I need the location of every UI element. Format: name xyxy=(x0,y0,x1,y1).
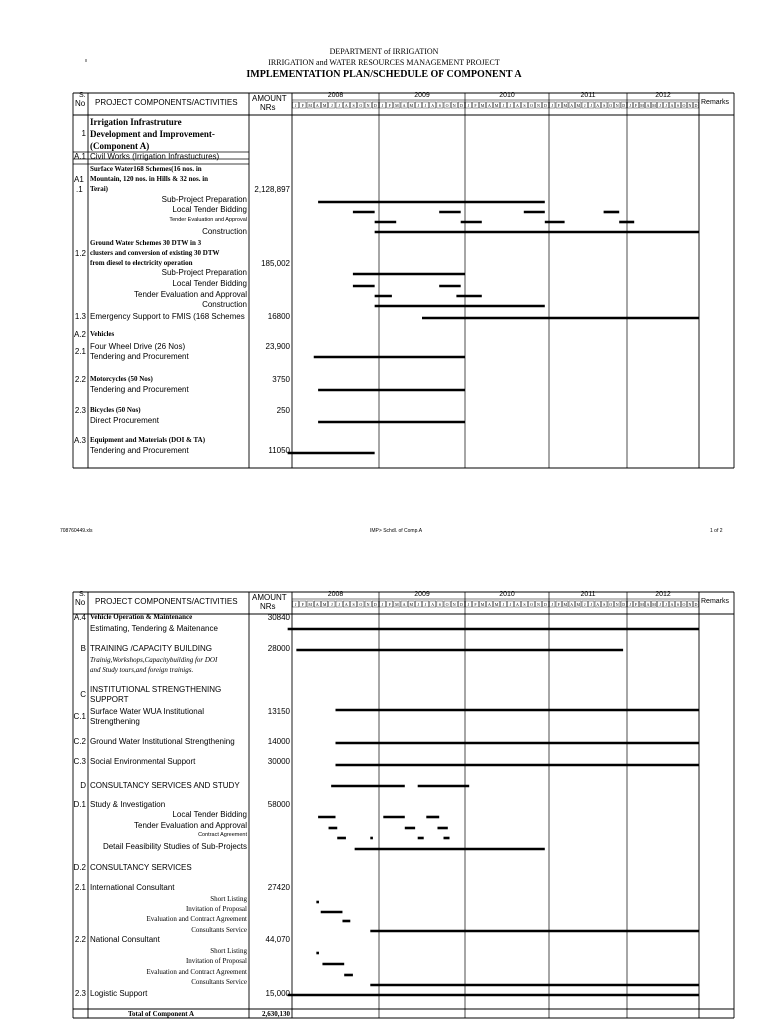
p1-month-label: A xyxy=(488,103,491,108)
p2-activity-text: Strengthening xyxy=(90,717,140,726)
p2-activity-text: Study & Investigation xyxy=(90,800,166,809)
p1-activity-text: Sub-Project Preparation xyxy=(161,268,247,277)
p1-month-label: J xyxy=(417,103,420,108)
p1-nrs-header: NRs xyxy=(260,103,276,112)
p2-month-label: A xyxy=(431,602,435,607)
p2-row-number: B xyxy=(80,644,86,653)
p1-month-label: M xyxy=(480,103,485,108)
p1-row-number: A.2 xyxy=(73,330,86,339)
p2-activity-text: SUPPORT xyxy=(90,695,129,704)
p2-month-label: A xyxy=(596,602,600,607)
p2-month-label: D xyxy=(459,602,463,607)
p2-activity-text: Invitation of Proposal xyxy=(185,905,247,913)
p1-month-label: M xyxy=(395,103,399,108)
p2-month-label: S xyxy=(676,602,680,607)
p1-month-label: J xyxy=(659,103,661,108)
p1-activity-text: Ground Water Schemes 30 DTW in 3 xyxy=(90,239,202,247)
p1-row-number: 2.2 xyxy=(74,375,86,384)
p2-row-number: C.2 xyxy=(73,737,86,746)
footer-sheetname: IMP> Schdl. of Comp.A xyxy=(370,528,423,534)
p1-sno-header: S. xyxy=(79,92,86,99)
p1-month-label: J xyxy=(424,103,427,108)
p1-activity-text: from diesel to electricity operation xyxy=(90,259,193,267)
p2-activity-text: Ground Water Institutional Strengthening xyxy=(90,737,235,746)
p1-month-label: M xyxy=(409,103,414,108)
p1-row-number: 1.3 xyxy=(74,312,86,321)
p1-month-label: J xyxy=(629,103,631,108)
p1-activity-text: Tender Evaluation and Approval xyxy=(169,217,247,223)
p2-month-label: O xyxy=(530,602,533,607)
p1-year-2009: 2009 xyxy=(414,92,430,99)
p2-activity-text: Invitation of Proposal xyxy=(185,957,247,965)
p2-activity-text: Trainig,Workshops,Capacitybuilding for DOI xyxy=(90,656,218,664)
p2-month-label: J xyxy=(338,602,340,607)
total-label: Total of Component A xyxy=(128,1010,195,1018)
p2-year-2009: 2009 xyxy=(414,591,430,598)
p1-activity-text: Civil Works (Irrigation Infrastuctures) xyxy=(90,152,220,161)
p1-month-label: D xyxy=(622,103,626,108)
p1-month-label: S xyxy=(438,103,442,108)
p1-amount-cell: 185,002 xyxy=(261,259,290,268)
project-heading: IRRIGATION and WATER RESOURCES MANAGEMENT PROJECT xyxy=(268,58,500,67)
p1-activity-text: Local Tender Bidding xyxy=(172,279,247,288)
p1-activity-text: Tendering and Procurement xyxy=(90,352,189,361)
p1-month-label: D xyxy=(373,103,377,108)
p2-activity-text: Consultants Service xyxy=(191,978,247,986)
p2-components-header: PROJECT COMPONENTS/ACTIVITIES xyxy=(95,597,238,606)
p2-row-number: A.4 xyxy=(73,613,86,622)
p2-activity-text: National Consultant xyxy=(90,935,160,944)
p2-month-label: O xyxy=(445,602,449,607)
p1-month-label: F xyxy=(301,103,304,108)
p1-month-label: M xyxy=(563,103,568,108)
p1-month-label: O xyxy=(445,103,449,108)
p2-month-label: F xyxy=(301,602,304,607)
p2-activity-text: CONSULTANCY SERVICES xyxy=(90,863,192,872)
p1-month-label: F xyxy=(634,103,638,108)
p2-activity-text: Logistic Support xyxy=(90,989,148,998)
p2-activity-text: Short Listing xyxy=(210,895,247,903)
p2-month-label: N xyxy=(452,602,456,607)
p2-month-label: M xyxy=(563,602,568,607)
p2-amount-cell: 30000 xyxy=(267,757,290,766)
p2-month-label: J xyxy=(467,602,470,607)
p2-year-2010: 2010 xyxy=(499,591,515,598)
p1-month-label: S xyxy=(676,103,680,108)
p1-month-label: A xyxy=(646,103,650,108)
p1-month-label: O xyxy=(359,103,363,108)
p1-activity-text: Emergency Support to FMIS (168 Schemes xyxy=(90,312,245,321)
p1-month-label: J xyxy=(381,103,384,108)
p2-activity-text: Evaluation and Contract Agreement xyxy=(146,915,247,923)
p2-row-number: C xyxy=(80,690,86,699)
p1-month-label: M xyxy=(576,103,581,108)
p2-month-label: M xyxy=(322,602,327,607)
p1-activity-text: Bicycles (50 Nos) xyxy=(90,406,141,414)
p2-activity-text: Tender Evaluation and Approval xyxy=(134,821,247,830)
p2-activity-text: Evaluation and Contract Agreement xyxy=(146,968,247,976)
p2-amount-cell: 15,000 xyxy=(265,989,290,998)
p1-amount-cell: 250 xyxy=(276,406,290,415)
p2-amount-cell: 13150 xyxy=(267,707,290,716)
p1-month-label: M xyxy=(494,103,499,108)
p2-month-label: M xyxy=(308,602,312,607)
p1-activity-text: Construction xyxy=(202,300,247,309)
p1-amount-header: AMOUNT xyxy=(252,94,287,103)
p2-month-label: J xyxy=(583,602,586,607)
p2-month-label: F xyxy=(474,602,477,607)
p1-activity-text: clusters and conversion of existing 30 DTW xyxy=(90,249,220,257)
p2-month-label: D xyxy=(544,602,547,607)
p1-month-label: O xyxy=(682,103,686,108)
p2-amount-cell: 14000 xyxy=(267,737,290,746)
p1-month-label: A xyxy=(344,103,348,108)
p1-activity-text: Sub-Project Preparation xyxy=(161,195,247,204)
p2-month-label: M xyxy=(494,602,499,607)
p2-year-2012: 2012 xyxy=(655,591,671,598)
p2-month-label: A xyxy=(670,602,674,607)
p1-no-header: No xyxy=(75,99,86,108)
p1-month-label: J xyxy=(509,103,512,108)
p2-month-label: A xyxy=(402,602,406,607)
p1-activity-text: Development and Improvement- xyxy=(90,129,215,139)
p1-activity-text: Mountain, 120 nos. in Hills & 32 nos. in xyxy=(90,175,209,183)
p1-activity-text: Four Wheel Drive (26 Nos) xyxy=(90,342,186,351)
p2-row-number: C.3 xyxy=(73,757,86,766)
p2-month-label: J xyxy=(551,602,554,607)
p2-activity-text: TRAINING /CAPACITY BUILDING xyxy=(90,644,212,653)
p2-row-number: D xyxy=(80,781,86,790)
p1-row-number: 1.2 xyxy=(74,249,86,258)
p1-row-number: A.3 xyxy=(73,436,86,445)
p2-month-label: J xyxy=(509,602,512,607)
p1-month-label: A xyxy=(516,103,519,108)
p2-no-header: No xyxy=(75,598,86,607)
p2-month-label: O xyxy=(609,602,613,607)
p2-amount-header: AMOUNT xyxy=(252,593,287,602)
p2-amount-cell: 27420 xyxy=(267,883,290,892)
p1-activity-text: Surface Water168 Schemes(16 nos. in xyxy=(90,165,202,173)
p1-row-number: 2.3 xyxy=(74,406,86,415)
p2-activity-text: INSTITUTIONAL STRENGTHENING xyxy=(90,685,222,694)
p1-activity-text: Vehicles xyxy=(90,330,115,338)
footer-page-number: 1 of 2 xyxy=(710,528,723,534)
p2-month-label: J xyxy=(417,602,420,607)
p2-amount-cell: 30840 xyxy=(267,613,290,622)
p1-month-label: J xyxy=(338,103,340,108)
p1-month-label: D xyxy=(459,103,463,108)
p2-month-label: N xyxy=(615,602,619,607)
p2-activity-text: CONSULTANCY SERVICES AND STUDY xyxy=(90,781,240,790)
p2-activity-text: Detail Feasibility Studies of Sub-Projects xyxy=(102,842,247,851)
p2-month-label: M xyxy=(409,602,414,607)
p1-month-label: N xyxy=(688,103,692,108)
p1-activity-text: Direct Procurement xyxy=(90,416,159,425)
p2-amount-cell: 58000 xyxy=(267,800,290,809)
p2-nrs-header: NRs xyxy=(260,602,276,611)
p1-month-label: M xyxy=(308,103,312,108)
p1-month-label: M xyxy=(652,103,656,108)
p1-month-label: J xyxy=(331,103,333,108)
p1-month-label: F xyxy=(474,103,477,108)
p1-amount-cell: 16800 xyxy=(267,312,290,321)
p1-year-2010: 2010 xyxy=(499,92,515,99)
p2-activity-text: Surface Water WUA Institutional xyxy=(90,707,204,716)
p1-month-label: A xyxy=(431,103,435,108)
p2-month-label: J xyxy=(424,602,427,607)
p1-month-label: O xyxy=(609,103,613,108)
p2-year-2008: 2008 xyxy=(327,591,344,598)
plan-title: IMPLEMENTATION PLAN/SCHEDULE OF COMPONENT A xyxy=(246,69,522,80)
p1-month-label: O xyxy=(530,103,533,108)
p1-amount-cell: 23,900 xyxy=(265,342,290,351)
p2-month-label: J xyxy=(590,602,593,607)
p2-month-label: A xyxy=(315,602,319,607)
p2-activity-text: and Study tours,and foreign trainigs. xyxy=(90,666,194,674)
p2-month-label: A xyxy=(516,602,519,607)
p2-row-number: D.2 xyxy=(73,863,86,872)
p1-month-label: M xyxy=(322,103,327,108)
p2-month-label: J xyxy=(331,602,333,607)
p1-activity-text: (Component A) xyxy=(90,141,150,151)
p1-activity-text: Tender Evaluation and Approval xyxy=(134,290,247,299)
p2-year-2011: 2011 xyxy=(580,591,596,598)
p1-month-label: A xyxy=(670,103,674,108)
footer-filename: 708760449.xls xyxy=(60,528,93,534)
p1-amount-cell: 2,128,897 xyxy=(254,185,290,194)
p2-month-label: D xyxy=(694,602,698,607)
department-heading: DEPARTMENT of IRRIGATION xyxy=(329,47,439,56)
p2-row-number: 2.3 xyxy=(74,989,86,998)
p2-month-label: N xyxy=(688,602,692,607)
p2-month-label: S xyxy=(523,602,526,607)
p1-row-number: 1 xyxy=(81,129,86,138)
p1-activity-text: Construction xyxy=(202,227,247,236)
p2-month-label: A xyxy=(344,602,348,607)
p1-month-label: J xyxy=(294,103,297,108)
p1-month-label: A xyxy=(402,103,406,108)
p1-month-label: D xyxy=(544,103,547,108)
p1-month-label: F xyxy=(388,103,391,108)
p1-month-label: F xyxy=(557,103,560,108)
p1-month-label: S xyxy=(352,103,355,108)
p1-month-label: J xyxy=(551,103,554,108)
p2-activity-text: Estimating, Tendering & Maitenance xyxy=(90,624,218,633)
p2-month-label: M xyxy=(395,602,399,607)
p2-sno-header: S. xyxy=(79,591,86,598)
p1-activity-text: Irrigation Infrastruture xyxy=(90,117,182,127)
p1-month-label: J xyxy=(502,103,505,108)
p2-row-number: D.1 xyxy=(73,800,86,809)
p2-month-label: O xyxy=(359,602,363,607)
p1-row-number: 2.1 xyxy=(74,347,86,356)
p1-activity-text: Tendering and Procurement xyxy=(90,446,189,455)
p2-month-label: M xyxy=(480,602,485,607)
p2-month-label: J xyxy=(629,602,631,607)
p1-activity-text: Tendering and Procurement xyxy=(90,385,189,394)
p1-activity-text: Terai) xyxy=(90,185,109,193)
p1-month-label: M xyxy=(640,103,644,108)
p1-year-2012: 2012 xyxy=(655,92,671,99)
p1-month-label: J xyxy=(583,103,586,108)
total-amount: 2,630,130 xyxy=(262,1010,290,1018)
p2-row-number: 2.1 xyxy=(74,883,86,892)
p1-month-label: A xyxy=(315,103,319,108)
p2-month-label: J xyxy=(502,602,505,607)
p1-year-2008: 2008 xyxy=(327,92,344,99)
p2-month-label: S xyxy=(352,602,355,607)
p2-activity-text: Contract Agreement xyxy=(198,832,247,838)
p2-month-label: M xyxy=(576,602,581,607)
p1-month-label: S xyxy=(523,103,526,108)
p2-month-label: F xyxy=(557,602,560,607)
p2-month-label: M xyxy=(640,602,644,607)
p1-month-label: A xyxy=(570,103,574,108)
p1-month-label: N xyxy=(452,103,456,108)
p2-activity-text: Vehicle Operation & Maintenance xyxy=(90,613,193,621)
p2-month-label: J xyxy=(665,602,667,607)
p1-month-label: D xyxy=(694,103,698,108)
p1-month-label: J xyxy=(467,103,470,108)
p2-activity-text: Local Tender Bidding xyxy=(172,810,247,819)
p2-remarks-header: Remarks xyxy=(701,598,730,605)
p1-remarks-header: Remarks xyxy=(701,99,730,106)
p1-components-header: PROJECT COMPONENTS/ACTIVITIES xyxy=(95,98,238,107)
p2-month-label: A xyxy=(570,602,574,607)
p1-month-label: N xyxy=(366,103,370,108)
p2-month-label: D xyxy=(622,602,626,607)
p2-month-label: A xyxy=(488,602,491,607)
p2-month-label: M xyxy=(652,602,656,607)
p1-month-label: S xyxy=(603,103,606,108)
p2-month-label: N xyxy=(366,602,370,607)
p1-activity-text: Motorcycles (50 Nos) xyxy=(90,375,153,383)
p1-amount-cell: 11050 xyxy=(268,446,290,455)
p1-month-label: J xyxy=(590,103,593,108)
p1-activity-text: Equipment and Materials (DOI & TA) xyxy=(90,436,206,444)
p2-month-label: J xyxy=(381,602,384,607)
p1-year-2011: 2011 xyxy=(580,92,596,99)
p1-month-label: N xyxy=(615,103,619,108)
p2-activity-text: Short Listing xyxy=(210,947,247,955)
p2-month-label: A xyxy=(646,602,650,607)
p2-month-label: S xyxy=(603,602,606,607)
p2-activity-text: Social Environmental Support xyxy=(90,757,196,766)
p2-amount-cell: 44,070 xyxy=(265,935,290,944)
p2-amount-cell: 28000 xyxy=(267,644,290,653)
p1-month-label: J xyxy=(665,103,667,108)
p1-month-label: A xyxy=(596,103,600,108)
p1-amount-cell: 3750 xyxy=(272,375,290,384)
p1-row-number: A1 xyxy=(74,175,84,184)
p2-month-label: F xyxy=(634,602,638,607)
p2-month-label: S xyxy=(438,602,442,607)
p1-activity-text: Local Tender Bidding xyxy=(172,205,247,214)
p1-row-number: .1 xyxy=(76,185,83,194)
p2-month-label: N xyxy=(537,602,540,607)
p1-row-number: A.1 xyxy=(73,152,86,161)
p2-month-label: F xyxy=(388,602,391,607)
p2-month-label: O xyxy=(682,602,686,607)
p2-month-label: J xyxy=(294,602,297,607)
p1-month-label: N xyxy=(537,103,540,108)
p2-activity-text: Consultants Service xyxy=(191,926,247,934)
p2-activity-text: International Consultant xyxy=(90,883,175,892)
p2-month-label: J xyxy=(659,602,661,607)
p2-row-number: 2.2 xyxy=(74,935,86,944)
p2-row-number: C.1 xyxy=(73,712,86,721)
p2-month-label: D xyxy=(373,602,377,607)
